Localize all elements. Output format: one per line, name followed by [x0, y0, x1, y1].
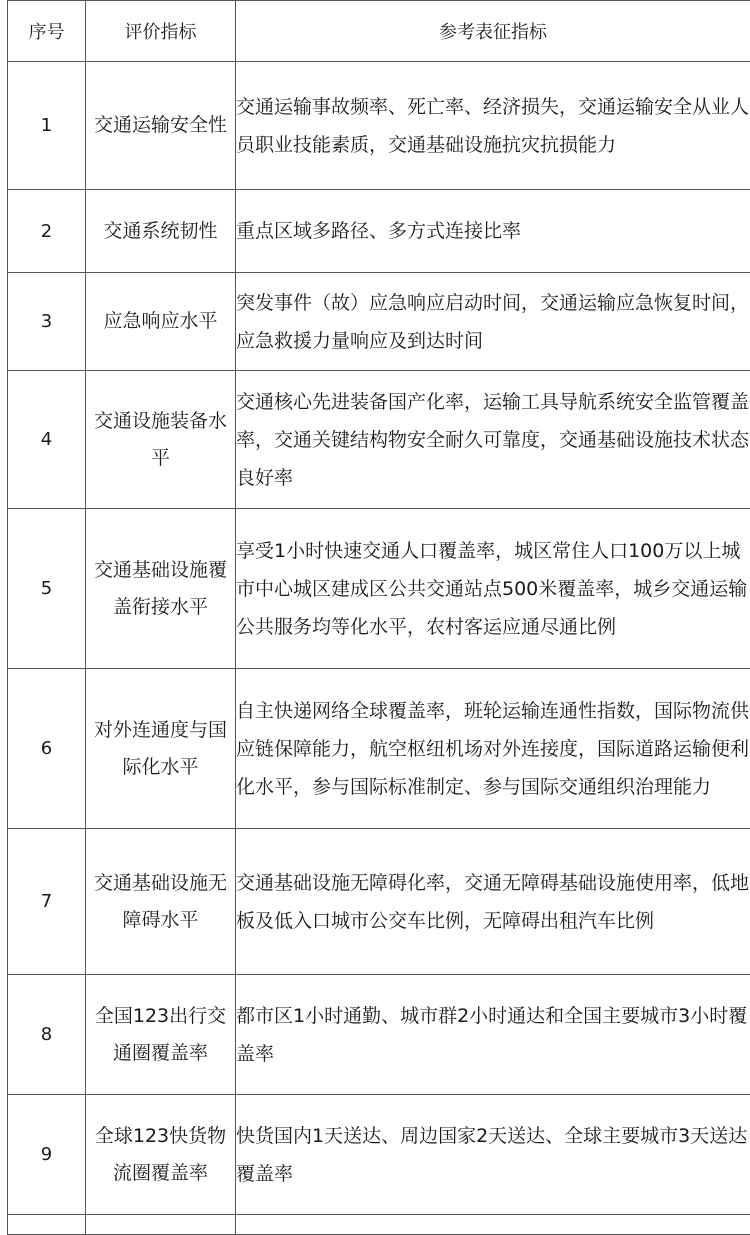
row-index: 4 — [8, 371, 86, 509]
row-indicator: 应急响应水平 — [86, 273, 236, 371]
row-indicator: 交通设施装备水平 — [86, 371, 236, 509]
row-index: 1 — [8, 62, 86, 190]
row-reference: 突发事件（故）应急响应启动时间，交通运输应急恢复时间，应急救援力量响应及到达时间 — [236, 273, 750, 371]
row-indicator-empty — [86, 1215, 236, 1235]
table-row — [8, 273, 750, 371]
table-header-row — [8, 1, 750, 62]
table-row-partial — [8, 1215, 750, 1235]
row-reference: 享受1小时快速交通人口覆盖率，城区常住人口100万以上城市中心城区建成区公共交通站点500米覆盖率，城乡交通运输公共服务均等化水平，农村客运应通尽通比例 — [236, 509, 750, 669]
row-indicator: 交通系统韧性 — [86, 190, 236, 273]
row-index: 8 — [8, 975, 86, 1095]
row-index: 9 — [8, 1095, 86, 1215]
row-reference-empty — [236, 1215, 750, 1235]
table-row — [8, 975, 750, 1095]
row-indicator: 对外连通度与国际化水平 — [86, 669, 236, 829]
row-index-empty — [8, 1215, 86, 1235]
row-reference: 交通基础设施无障碍化率，交通无障碍基础设施使用率，低地板及低入口城市公交车比例，无障碍出租汽车比例 — [236, 829, 750, 975]
row-reference: 自主快递网络全球覆盖率，班轮运输连通性指数，国际物流供应链保障能力，航空枢纽机场对外连接度，国际道路运输便利化水平，参与国际标准制定、参与国际交通组织治理能力 — [236, 669, 750, 829]
row-index: 7 — [8, 829, 86, 975]
header-reference: 参考表征指标 — [236, 1, 750, 62]
header-indicator: 评价指标 — [86, 1, 236, 62]
row-reference: 快货国内1天送达、周边国家2天送达、全球主要城市3天送达覆盖率 — [236, 1095, 750, 1215]
row-indicator: 全国123出行交通圈覆盖率 — [86, 975, 236, 1095]
row-index: 5 — [8, 509, 86, 669]
indicator-table — [7, 0, 750, 1235]
row-indicator: 全球123快货物流圈覆盖率 — [86, 1095, 236, 1215]
table-row — [8, 1095, 750, 1215]
row-reference: 都市区1小时通勤、城市群2小时通达和全国主要城市3小时覆盖率 — [236, 975, 750, 1095]
row-indicator: 交通基础设施覆盖衔接水平 — [86, 509, 236, 669]
row-indicator: 交通运输安全性 — [86, 62, 236, 190]
row-indicator: 交通基础设施无障碍水平 — [86, 829, 236, 975]
table-row — [8, 62, 750, 190]
row-reference: 重点区域多路径、多方式连接比率 — [236, 190, 750, 273]
row-index: 2 — [8, 190, 86, 273]
row-reference: 交通核心先进装备国产化率，运输工具导航系统安全监管覆盖率，交通关键结构物安全耐久可靠度，交通基础设施技术状态良好率 — [236, 371, 750, 509]
row-reference: 交通运输事故频率、死亡率、经济损失，交通运输安全从业人员职业技能素质，交通基础设施抗灾抗损能力 — [236, 62, 750, 190]
row-index: 6 — [8, 669, 86, 829]
table-row — [8, 509, 750, 669]
row-index: 3 — [8, 273, 86, 371]
table-row — [8, 669, 750, 829]
table-row — [8, 829, 750, 975]
header-index: 序号 — [8, 1, 86, 62]
table-row — [8, 190, 750, 273]
table-row — [8, 371, 750, 509]
